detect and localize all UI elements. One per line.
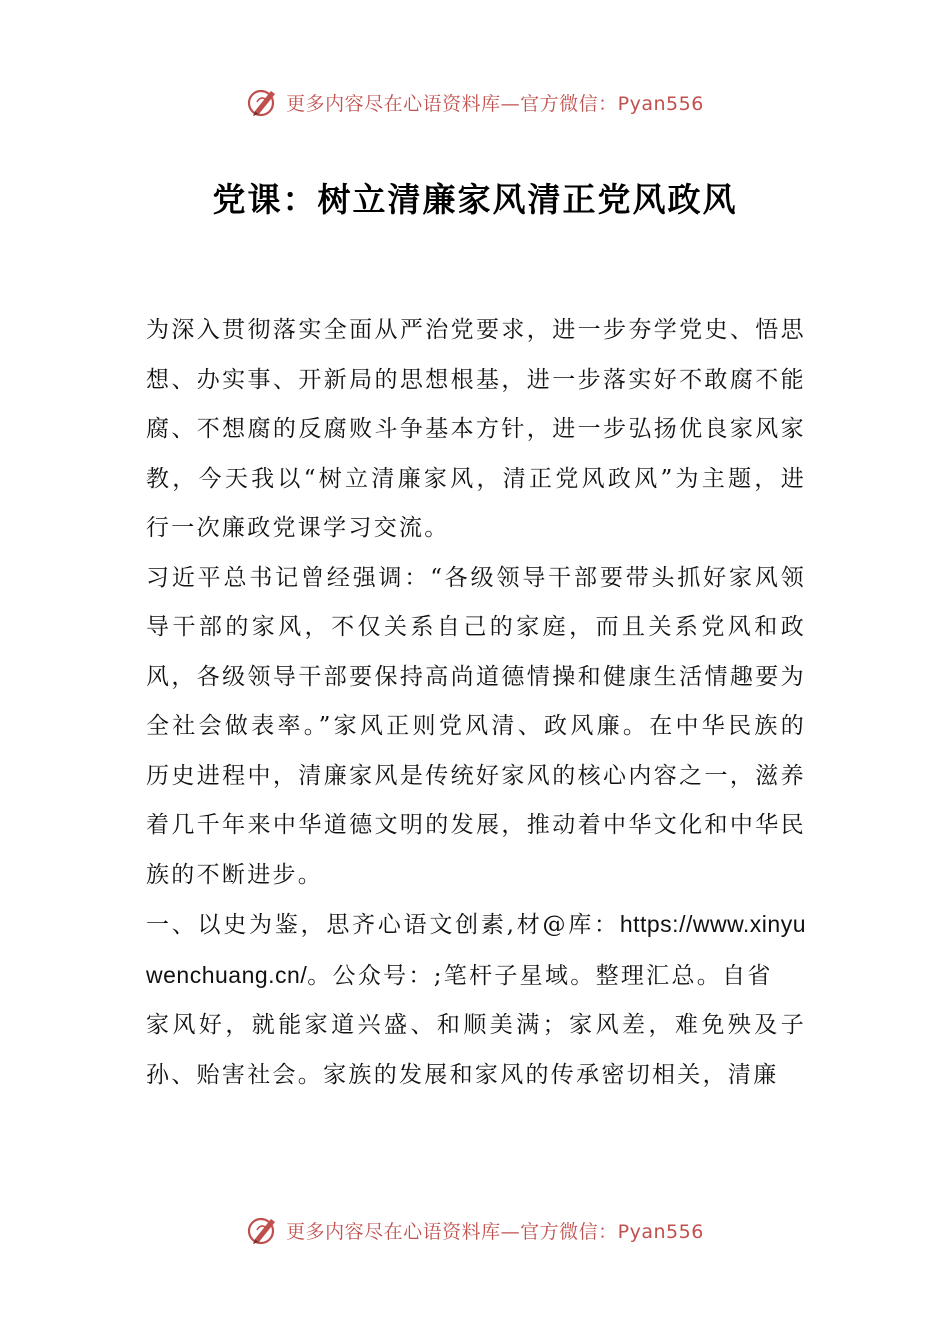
wechat-id: Pyan556 <box>617 92 704 115</box>
paragraph-quote: 习近平总书记曾经强调：“各级领导干部要带头抓好家风领导干部的家风，不仅关系自己的家庭，而且关系党风和政风，各级领导干部要保持高尚道德情操和健康生活情趣要为全社会做表率。”家风正则党风清、政风廉。在中华民族的历史进程中，清廉家风是传统好家风的核心内容之一，滋养着几千年来中华道德文明的发展，推动着中华文化和中华民族的不断进步。 <box>146 564 806 888</box>
section-heading-url: https://www.xinyuwenchuang.cn/ <box>146 911 806 988</box>
watermark-text: 更多内容尽在心语资料库—官方微信：Pyan556 <box>286 1220 704 1243</box>
watermark-text: 更多内容尽在心语资料库—官方微信：Pyan556 <box>286 92 704 115</box>
document-title: 党课：树立清廉家风清正党风政风 <box>212 180 738 219</box>
watermark-banner-top <box>0 82 950 122</box>
pen-logo-icon <box>246 1213 280 1247</box>
watermark-banner-bottom <box>0 1210 950 1250</box>
pen-logo-icon <box>246 85 280 119</box>
wechat-id: Pyan556 <box>617 1220 704 1243</box>
paragraph-family-style: 家风好，就能家道兴盛、和顺美满；家风差，难免殃及子孙、贻害社会。家族的发展和家风的传承密切相关，清廉 <box>146 1012 806 1088</box>
document-body <box>146 306 806 1100</box>
section-heading-prefix: 一、以史为鉴，思齐心语文创素,材@库： <box>146 912 620 938</box>
paragraph-intro: 为深入贯彻落实全面从严治党要求，进一步夯学党史、悟思想、办实事、开新局的思想根基，进一步落实好不敢腐不能腐、不想腐的反腐败斗争基本方针，进一步弘扬优良家风家教，今天我以“树立清廉家风，清正党风政风”为主题，进行一次廉政党课学习交流。 <box>146 317 806 541</box>
section-heading <box>146 900 806 1001</box>
section-heading-suffix: 。公众号：;笔杆子星域。整理汇总。自省 <box>307 962 773 989</box>
